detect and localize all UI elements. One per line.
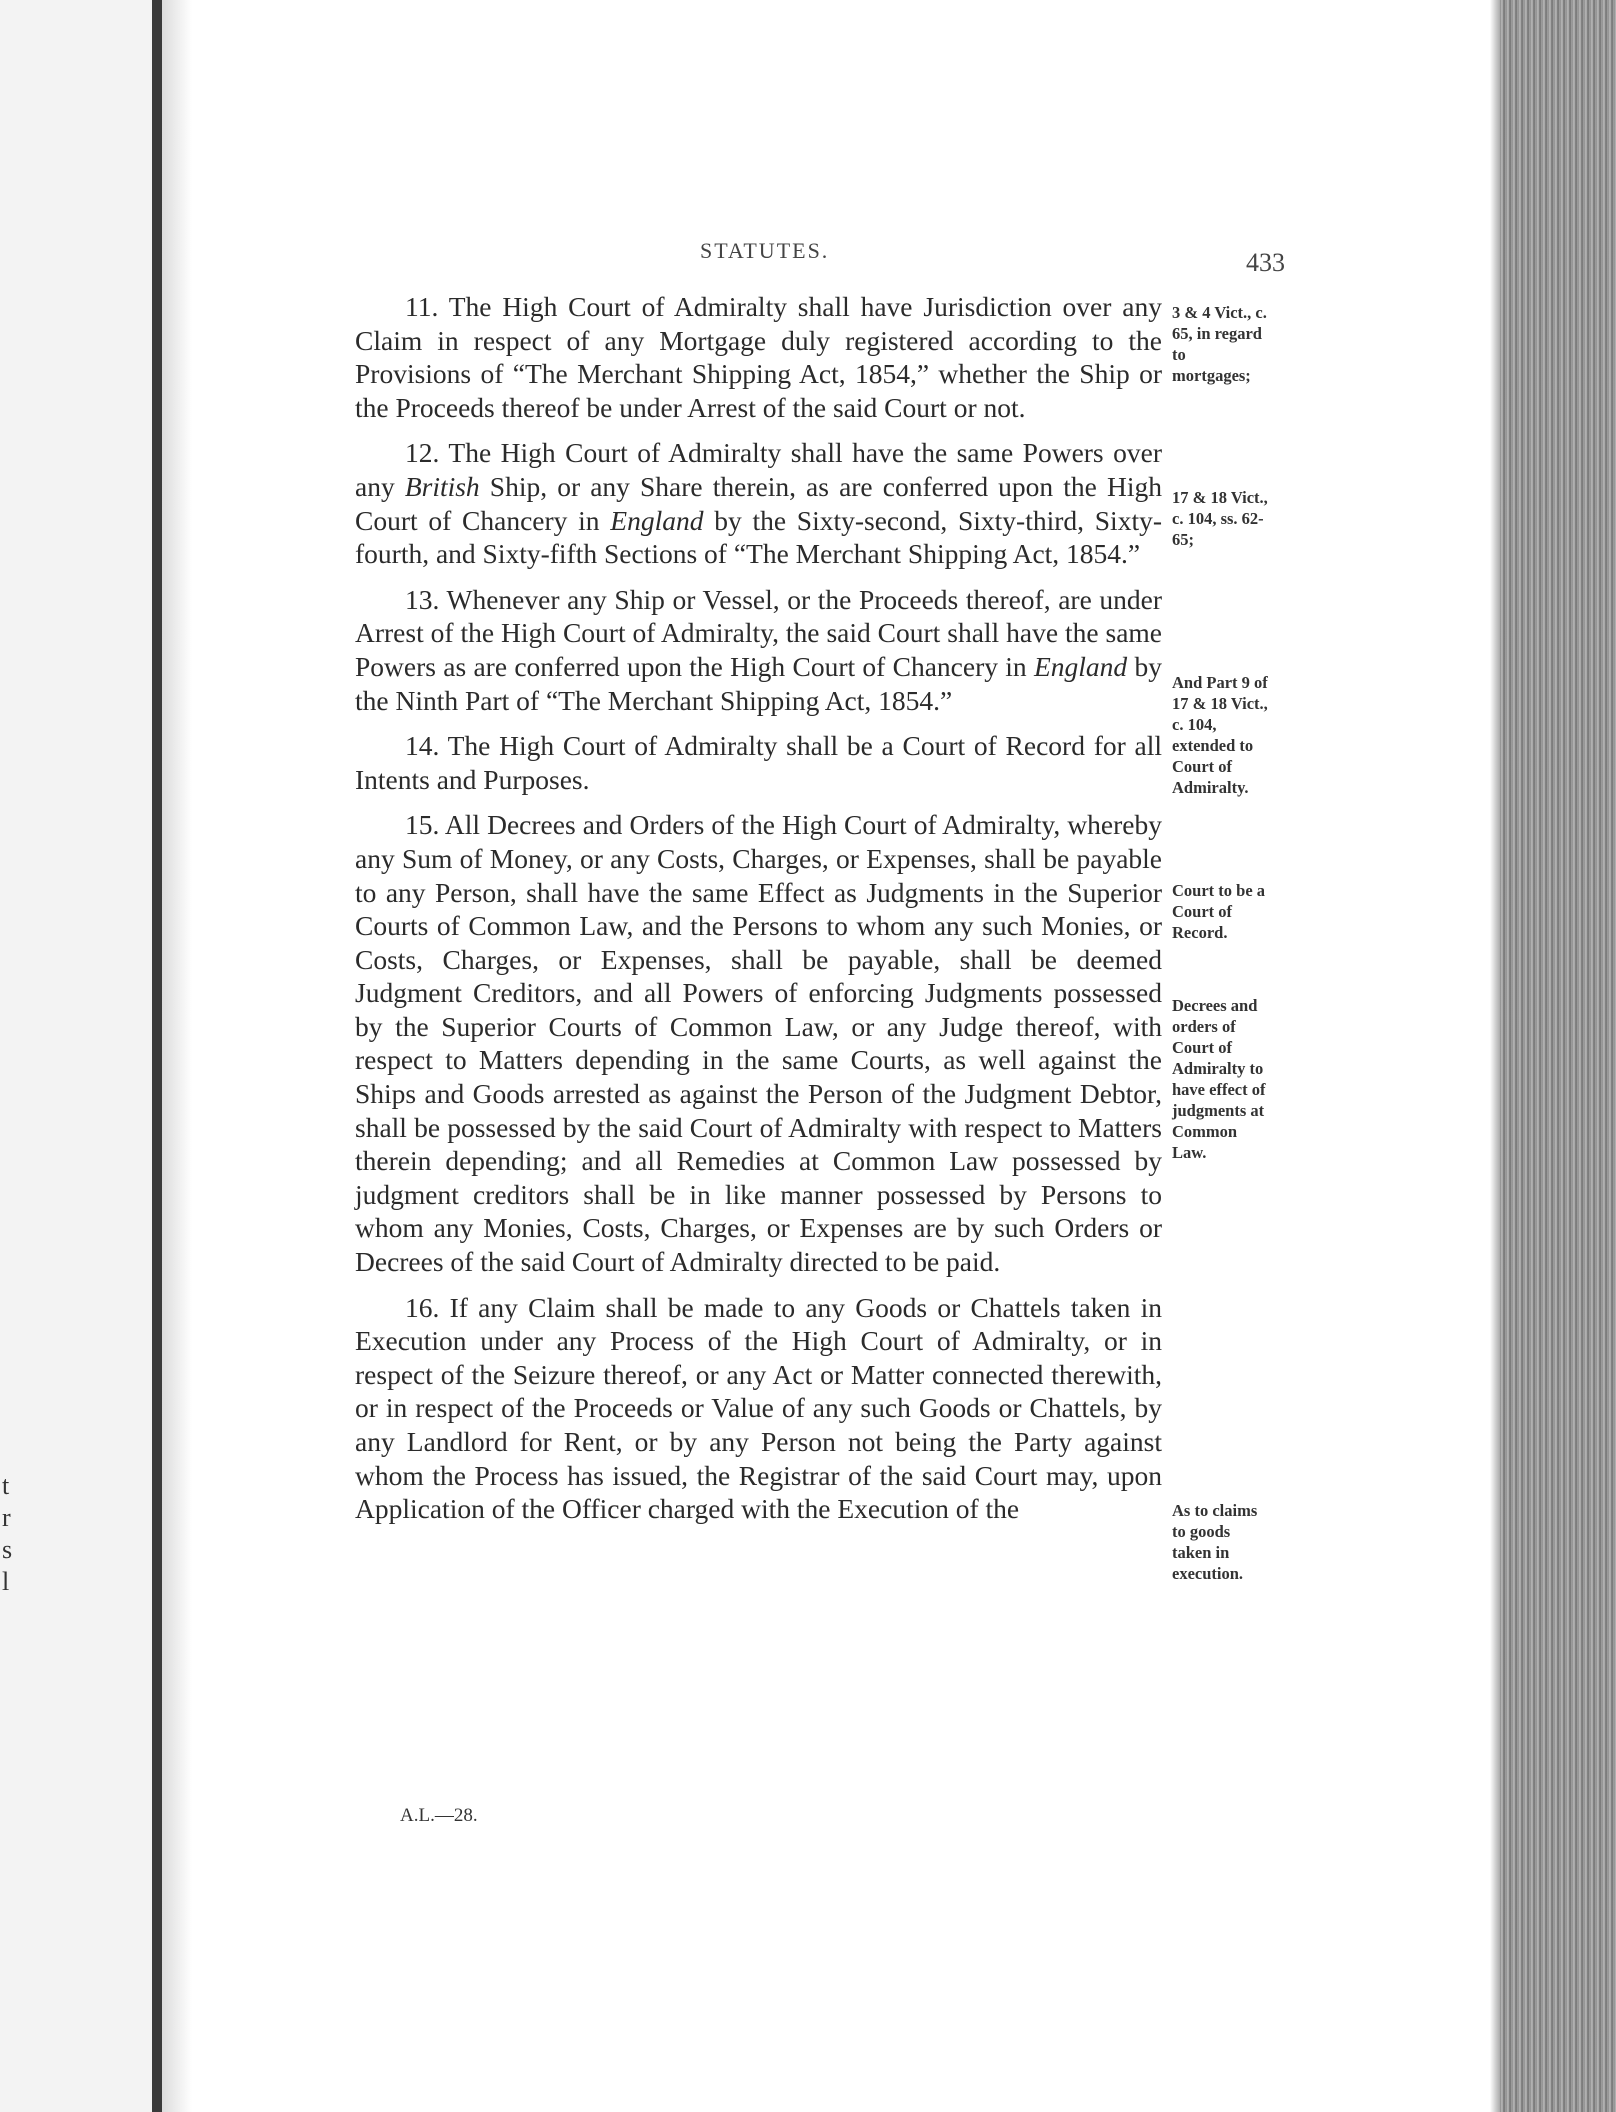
facing-page [0, 0, 152, 2112]
section-text: If any Claim shall be made to any Goods or Chattels taken in Execution under any Process of the High Court of Admiralty, or in respect of the Seizure thereof, or any Act or Matter connected therewith, or in respect of the Proceeds or Value of any such Goods or Chattels, by any Landlord for Rent, or by any Person not being the Party against whom the Process has issued, the Registrar of the said Court may, upon Application of the Officer charged with the Execution of the [355, 1291, 1162, 1525]
section-14 [355, 729, 1162, 796]
section-number: 14. [405, 730, 440, 762]
margin-note: And Part 9 of 17 & 18 Vict., c. 104, extended to Court of Admiralty. [1172, 673, 1268, 797]
section-number: 13. [405, 583, 440, 615]
section-text: by the Sixty-second, Sixty-third, Sixty-fourth, and Sixty-fifth Sections of “The Merchant Shipping Act, 1854.” [355, 504, 1162, 570]
section-13 [355, 583, 1162, 717]
section-text: The High Court of Admiralty shall have Jurisdiction over any Claim in respect of any Mortgage duly registered according to the Provisions of “The Merchant Shipping Act, 1854,” whether the Ship or the Proceeds thereof be under Arrest of the said Court or not. [355, 291, 1162, 423]
italic-term: England [610, 504, 704, 536]
margin-note: 17 & 18 Vict., c. 104, ss. 62-65; [1172, 488, 1268, 549]
section-text: Whenever any Ship or Vessel, or the Proceeds thereof, are under Arrest of the High Court of Admiralty, the said Court shall have the same Powers as are conferred upon the High Court of Chancery in [355, 583, 1162, 682]
section-12 [355, 436, 1162, 570]
fragment-char: r [2, 1503, 11, 1532]
section-16 [355, 1291, 1162, 1526]
italic-term: England [1033, 650, 1128, 682]
section-text: Ship, or any Share therein, as are conferred upon the High Court of Chancery in [355, 470, 1162, 536]
running-head: STATUTES. [700, 238, 830, 263]
section-number: 16. [405, 1291, 440, 1323]
fragment-char: l [2, 1567, 10, 1596]
margin-note: Court to be a Court of Record. [1172, 881, 1266, 942]
signature-mark: A.L.—28. [400, 1805, 478, 1826]
fragment-char: s [2, 1535, 13, 1564]
section-text: The High Court of Admiralty shall be a Court of Record for all Intents and Purposes. [355, 730, 1162, 795]
section-text: All Decrees and Orders of the High Court of Admiralty, whereby any Sum of Money, or any Costs, Charges, or Expenses, shall be payable to any Person, shall have the same Effect as Judgments in the Superior Courts of Common Law, and the Persons to whom any such Monies, or Costs, Charges, or Expenses, shall be payable, shall be deemed Judgment Creditors, and all Powers of enforcing Judgments possessed by the Superior Courts of Common Law, or any Judge thereof, with respect to Matters depending in the same Courts, as well against the Ships and Goods arrested as against the Person of the Judgment Debtor, shall be possessed by the said Court of Admiralty with respect to Matters therein depending; and all Remedies at Common Law possessed by judgment creditors shall be in like manner possessed by Persons to whom any Monies, Costs, Charges, or Expenses are by such Orders or Decrees of the said Court of Admiralty directed to be paid. [355, 809, 1163, 1278]
italic-term: British [404, 470, 480, 502]
section-number: 12. [405, 437, 440, 469]
section-text: by the Ninth Part of “The Merchant Shipping Act, 1854.” [355, 650, 1162, 716]
section-number: 11. [405, 291, 439, 322]
statute-body [355, 290, 1162, 1538]
margin-note: As to claims to goods taken in execution. [1172, 1501, 1258, 1583]
fragment-char: t [2, 1471, 10, 1500]
section-15 [355, 808, 1162, 1278]
margin-note: Decrees and orders of Court of Admiralty to have effect of judgments at Common Law. [1172, 996, 1266, 1162]
gutter-shadow [162, 0, 192, 2112]
book-spine-edge [152, 0, 162, 2112]
page-stack-edges [1500, 0, 1616, 2112]
margin-note: 3 & 4 Vict., c. 65, in regard to mortgages; [1172, 303, 1267, 385]
facing-page-fragments [2, 1470, 12, 1598]
page-number: 433 [1246, 248, 1285, 277]
section-text: The High Court of Admiralty shall have the same Powers over any [355, 437, 1162, 502]
section-number: 15. [405, 809, 440, 841]
section-11 [355, 290, 1162, 424]
